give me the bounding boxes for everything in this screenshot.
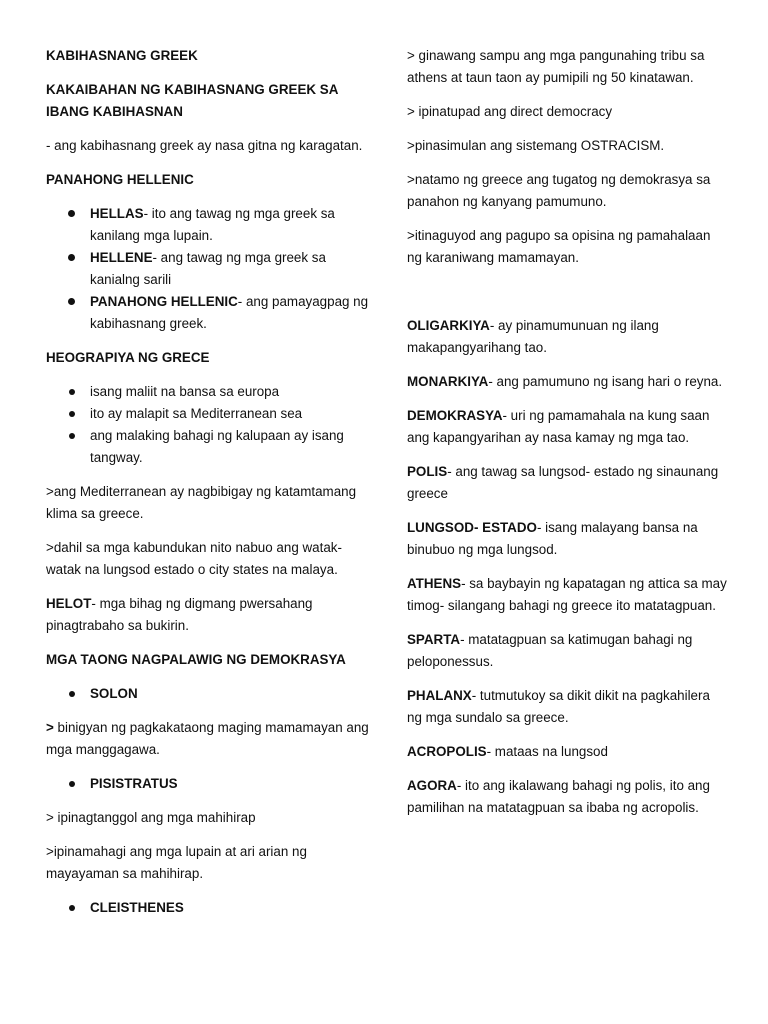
person-solon: SOLON	[46, 683, 371, 705]
paragraph-helot	[46, 593, 371, 637]
term: HELLENE	[90, 250, 153, 265]
definition: - ito ang ikalawang bahagi ng polis, ito ang pamilihan na matatagpuan sa ibaba ng acropolis.	[407, 778, 710, 815]
definition: - matatagpuan sa katimugan bahagi ng peloponessus.	[407, 632, 693, 669]
definition: - mataas na lungsod	[486, 744, 608, 759]
term: ACROPOLIS	[407, 744, 487, 759]
definition: - ang tawag sa lungsod- estado ng sinaunang greece	[407, 464, 719, 501]
definition: - tutmutukoy sa dikit dikit na pagkahilera ng mga sundalo sa greece.	[407, 688, 710, 725]
term-polis	[407, 461, 727, 505]
heograpiya-list	[46, 381, 371, 469]
person-pisistratus: PISISTRATUS	[46, 773, 371, 795]
term: SPARTA	[407, 632, 461, 647]
term-agora	[407, 775, 727, 819]
spacer	[407, 281, 727, 315]
left-column	[46, 45, 371, 931]
term: PHALANX	[407, 688, 472, 703]
solon-text: binigyan ng pagkakataong maging mamamayan ang mga manggagawa.	[46, 720, 369, 757]
list-item: ito ay malapit sa Mediterranean sea	[46, 403, 371, 425]
term-demokrasya	[407, 405, 727, 449]
right-column	[407, 45, 727, 831]
term: HELLAS	[90, 206, 144, 221]
heading-heograpiya: HEOGRAPIYA NG GRECE	[46, 350, 210, 365]
definition: - mga bihag ng digmang pwersahang pinagtrabaho sa bukirin.	[46, 596, 313, 633]
term: POLIS	[407, 464, 448, 479]
definition: - ay pinamumunuan ng ilang makapangyarihang tao.	[407, 318, 659, 355]
term-lungsod-estado	[407, 517, 727, 561]
list-item: isang maliit na bansa sa europa	[46, 381, 371, 403]
paragraph-kabundukan: >dahil sa mga kabundukan nito nabuo ang watak-watak na lungsod estado o city states na malaya.	[46, 540, 342, 577]
term: DEMOKRASYA	[407, 408, 503, 423]
paragraph-solon	[46, 717, 371, 761]
term-athens	[407, 573, 727, 617]
definition: - ang tawag ng mga greek sa kanialng sarili	[90, 250, 326, 287]
list-item	[46, 247, 371, 291]
heading-panahong-hellenic: PANAHONG HELLENIC	[46, 172, 194, 187]
term-monarkiya	[407, 371, 727, 393]
paragraph-mediterranean: >ang Mediterranean ay nagbibigay ng katamtamang klima sa greece.	[46, 484, 357, 521]
term: LUNGSOD- ESTADO	[407, 520, 537, 535]
list-item: ang malaking bahagi ng kalupaan ay isang tangway.	[46, 425, 371, 469]
paragraph-cleisthenes-5: >itinaguyod ang pagupo sa opisina ng pamahalaan ng karaniwang mamamayan.	[407, 228, 711, 265]
term: HELOT	[46, 596, 92, 611]
person-cleisthenes: CLEISTHENES	[46, 897, 371, 919]
definition: - sa baybayin ng kapatagan ng attica sa may timog- silangang bahagi ng greece ito matatagpuan.	[407, 576, 727, 613]
term-acropolis	[407, 741, 727, 763]
definition: - ang pamayagpag ng kabihasnang greek.	[90, 294, 369, 331]
paragraph-cleisthenes-4: >natamo ng greece ang tugatog ng demokrasya sa panahon ng kanyang pamumuno.	[407, 172, 711, 209]
term: OLIGARKIYA	[407, 318, 490, 333]
paragraph-cleisthenes-3: >pinasimulan ang sistemang OSTRACISM.	[407, 138, 665, 153]
term-oligarkiya	[407, 315, 727, 359]
definition: - isang malayang bansa na binubuo ng mga lungsod.	[407, 520, 698, 557]
term-sparta	[407, 629, 727, 673]
definition: - ito ang tawag ng mga greek sa kanilang mga lupain.	[90, 206, 335, 243]
heading-kakaibahan: KAKAIBAHAN NG KABIHASNANG GREEK SA IBANG KABIHASNAN	[46, 82, 338, 119]
gt-marker: >	[46, 720, 54, 735]
list-item	[46, 291, 371, 335]
list-item	[46, 203, 371, 247]
paragraph-karagatan: - ang kabihasnang greek ay nasa gitna ng karagatan.	[46, 138, 363, 153]
term: AGORA	[407, 778, 457, 793]
term: MONARKIYA	[407, 374, 489, 389]
hellenic-list	[46, 203, 371, 335]
heading-demokrasya: MGA TAONG NAGPALAWIG NG DEMOKRASYA	[46, 652, 346, 667]
paragraph-pisistratus-1: > ipinagtanggol ang mga mahihirap	[46, 810, 256, 825]
document-title: KABIHASNANG GREEK	[46, 48, 198, 63]
paragraph-pisistratus-2: >ipinamahagi ang mga lupain at ari arian ng mayayaman sa mahihirap.	[46, 844, 307, 881]
term: PANAHONG HELLENIC	[90, 294, 238, 309]
paragraph-cleisthenes-1: > ginawang sampu ang mga pangunahing tribu sa athens at taun taon ay pumipili ng 50 kinatawan.	[407, 48, 705, 85]
definition: - ang pamumuno ng isang hari o reyna.	[488, 374, 723, 389]
definition: - uri ng pamamahala na kung saan ang kapangyarihan ay nasa kamay ng mga tao.	[407, 408, 710, 445]
term-phalanx	[407, 685, 727, 729]
paragraph-cleisthenes-2: > ipinatupad ang direct democracy	[407, 104, 613, 119]
term: ATHENS	[407, 576, 462, 591]
